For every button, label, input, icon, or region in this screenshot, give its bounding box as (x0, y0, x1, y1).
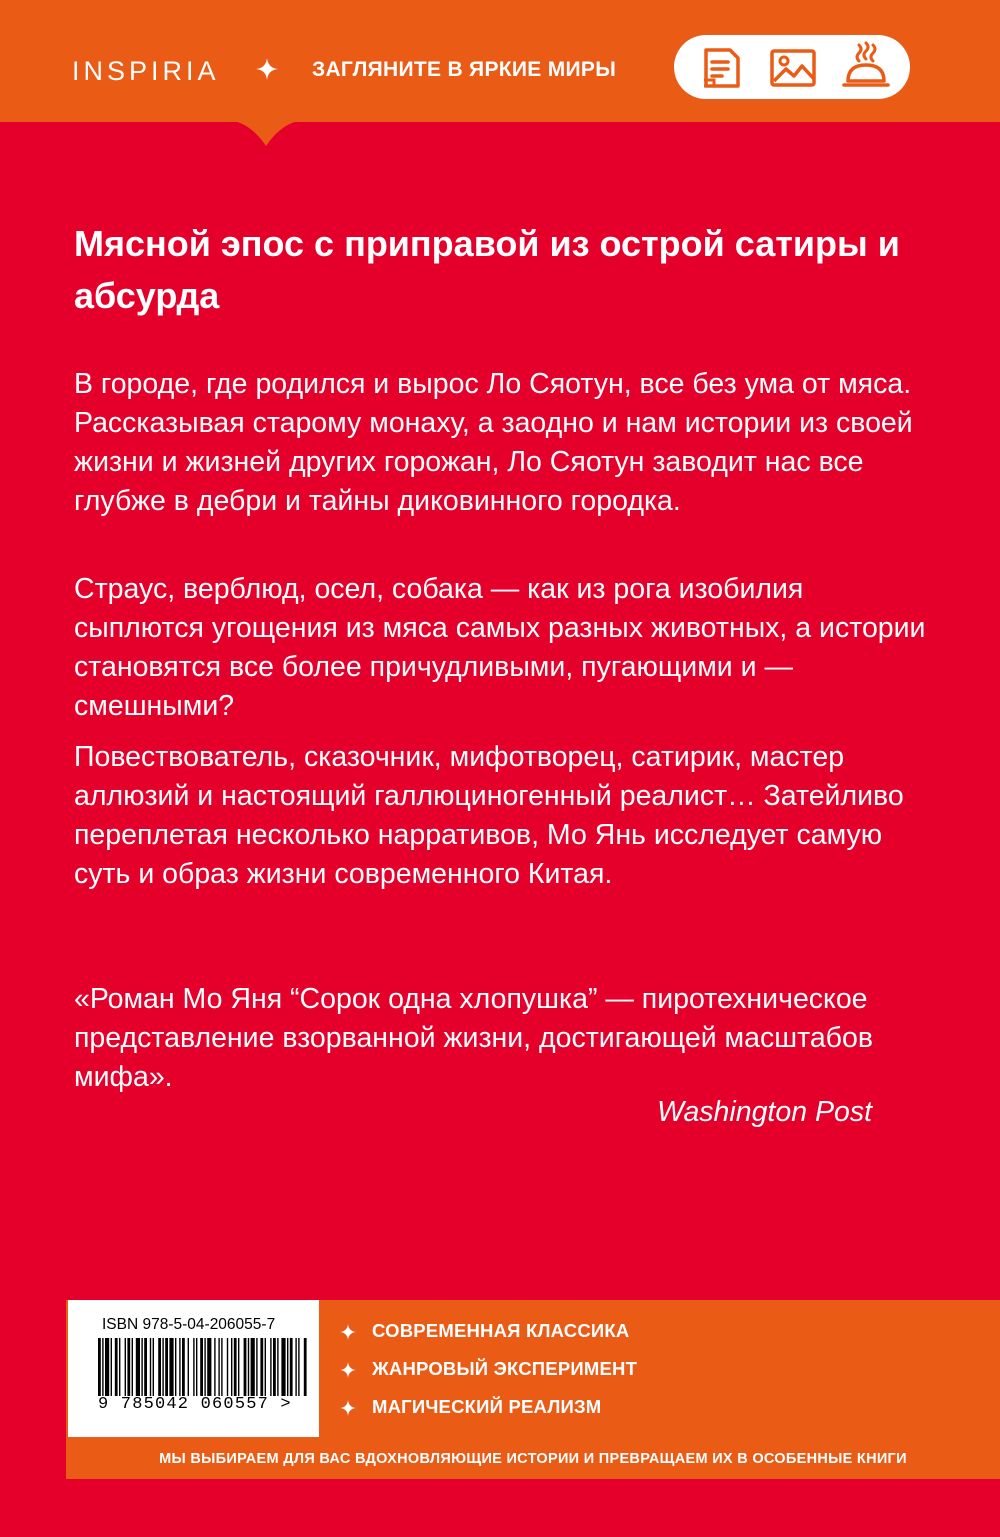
header-notch (228, 120, 304, 148)
page-heading: Мясной эпос с приправой из острой сатиры и абсурда (74, 223, 900, 316)
isbn-label: ISBN 978-5-04-206055-7 (102, 1316, 276, 1333)
serving-dish-icon (842, 41, 890, 91)
barcode-icon (98, 1338, 308, 1396)
tagline: ЗАГЛЯНИТЕ В ЯРКИЕ МИРЫ (312, 58, 617, 81)
genre-label: СОВРЕМЕННАЯ КЛАССИКА (372, 1320, 630, 1341)
genre-label: ЖАНРОВЫЙ ЭКСПЕРИМЕНТ (372, 1358, 638, 1379)
star-icon (340, 1362, 356, 1378)
genre-item (340, 1392, 980, 1430)
genre-list (340, 1316, 980, 1430)
genre-item (340, 1354, 980, 1392)
star-icon (256, 58, 278, 80)
genre-label: МАГИЧЕСКИЙ РЕАЛИЗМ (372, 1396, 602, 1417)
barcode-panel (68, 1300, 319, 1437)
decorative-circle (0, 1314, 60, 1434)
genre-item (340, 1316, 980, 1354)
star-icon (340, 1400, 356, 1416)
review-quote: «Роман Мо Яня “Сорок одна хлопушка” — пиротехническое представление взорванной жизни, достигающей масштабов мифа». (74, 983, 873, 1093)
description-paragraph-3: Повествователь, сказочник, мифотворец, сатирик, мастер аллюзий и настоящий галлюциногенный реалист… Затейливо переплетая несколько нарративов, Мо Янь исследует самую суть и образ жизни современного Китая. (74, 741, 904, 890)
quote-source: Washington Post (657, 1096, 872, 1128)
format-icons-pill (674, 35, 910, 99)
image-icon (770, 49, 816, 87)
description-paragraph-2: Страус, верблюд, осел, собака — как из рога изобилия сыплются угощения из мяса самых разных животных, а истории становятся все более причудливыми, пугающими и — смешными? (74, 573, 926, 722)
publisher-brand: INSPIRIA (72, 56, 220, 86)
star-icon (340, 1324, 356, 1340)
description-paragraph-1: В городе, где родился и вырос Ло Сяотун, все без ума от мяса. Рассказывая старому монаху, а заодно и нам истории из своей жизни и жизней других горожан, Ло Сяотун заводит нас все глубже в дебри и тайны диковинного городка. (74, 368, 913, 517)
ebook-icon (702, 47, 742, 89)
footer-slogan: МЫ ВЫБИРАЕМ ДЛЯ ВАС ВДОХНОВЛЯЮЩИЕ ИСТОРИИ И ПРЕВРАЩАЕМ ИХ В ОСОБЕННЫЕ КНИГИ (159, 1451, 907, 1467)
barcode-digits: 9 785042 060557 > (98, 1395, 292, 1414)
